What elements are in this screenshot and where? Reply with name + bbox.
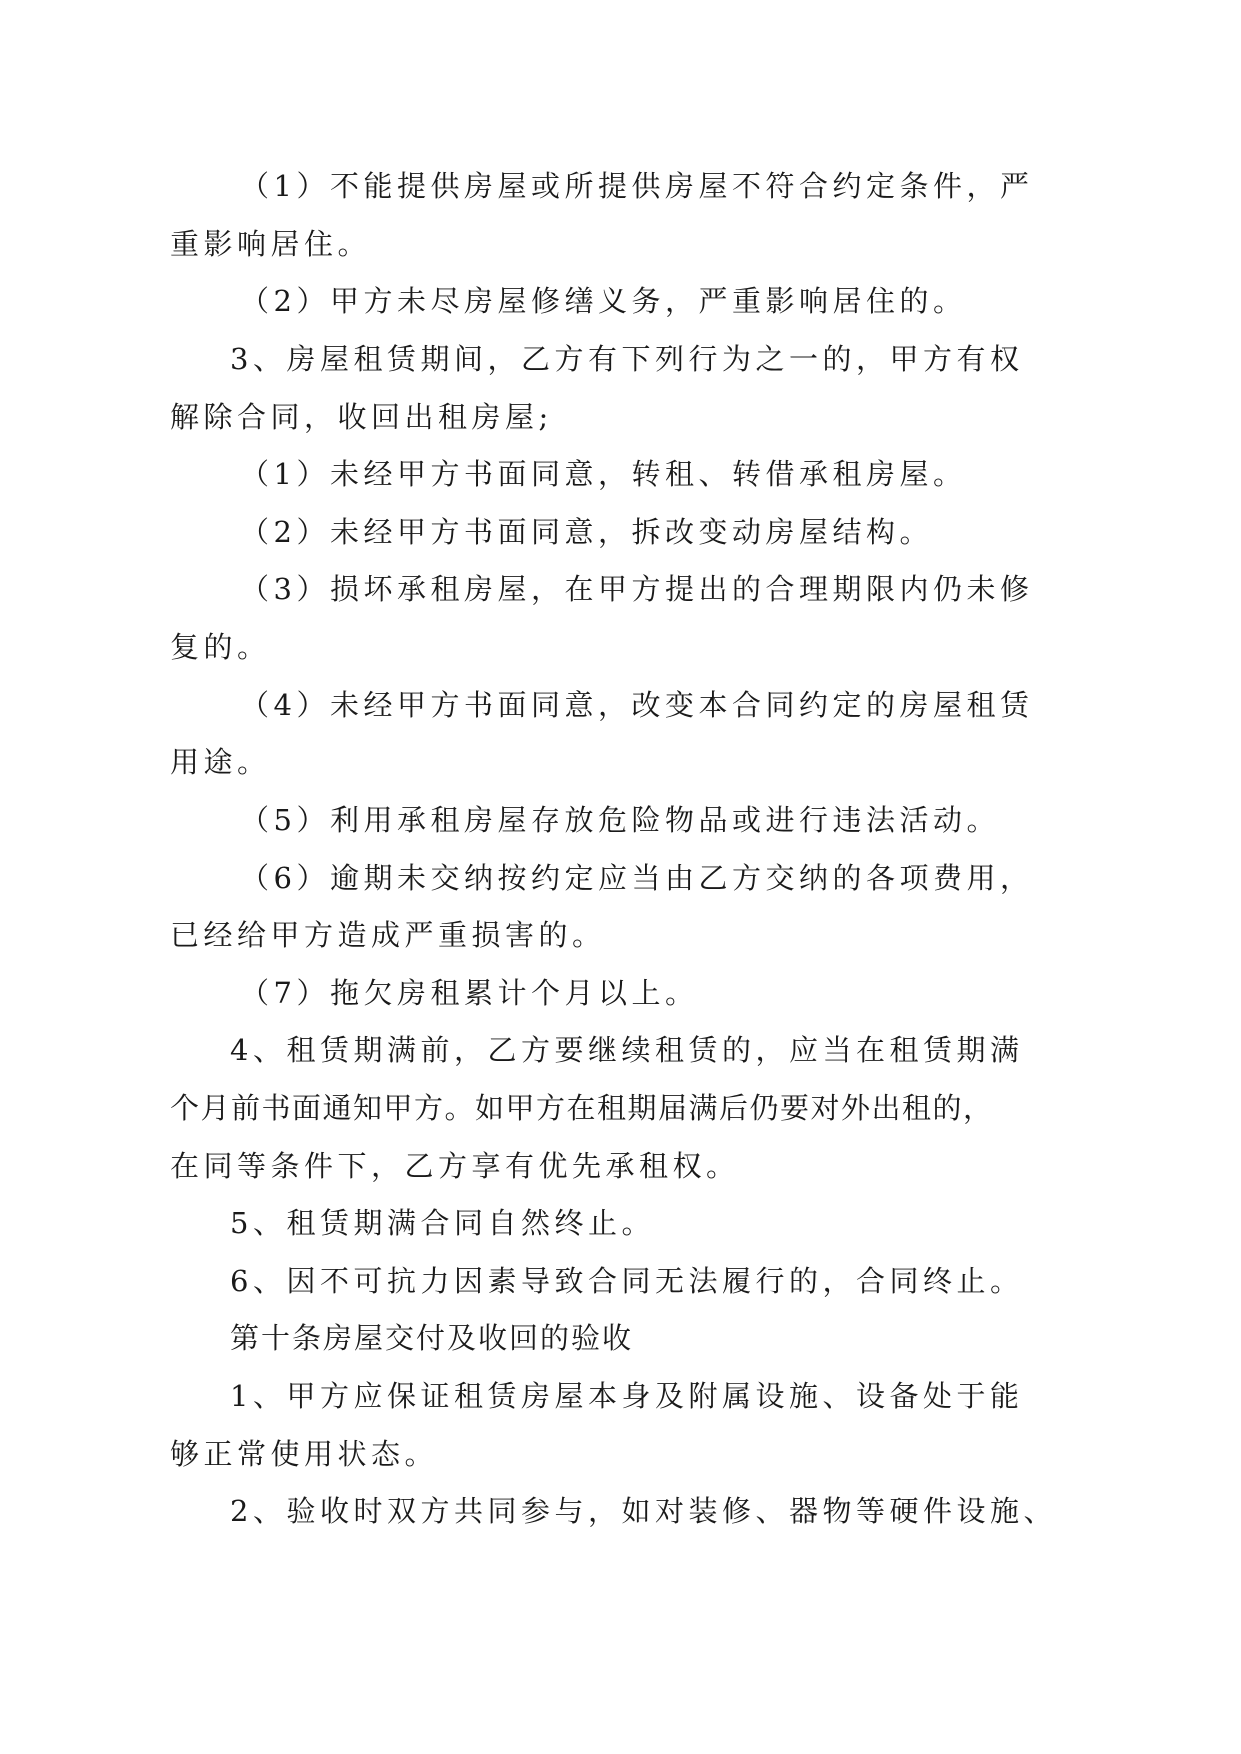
text-line: （2）未经甲方书面同意，拆改变动房屋结构。 xyxy=(240,515,933,549)
text-line: 1、甲方应保证租赁房屋本身及附属设施、设备处于能 xyxy=(230,1379,1024,1413)
text-line: 在同等条件下，乙方享有优先承租权。 xyxy=(170,1149,740,1183)
text-line: （2）甲方未尽房屋修缮义务，严重影响居住的。 xyxy=(240,284,967,318)
text-line: 3、房屋租赁期间，乙方有下列行为之一的，甲方有权 xyxy=(230,342,1024,376)
text-line: （6）逾期未交纳按约定应当由乙方交纳的各项费用， xyxy=(240,861,1034,895)
text-line: 够正常使用状态。 xyxy=(170,1437,439,1471)
text-line: 用途。 xyxy=(170,745,271,779)
text-line: （7）拖欠房租累计个月以上。 xyxy=(240,976,699,1010)
text-line: 已经给甲方造成严重损害的。 xyxy=(170,918,606,952)
text-line: （1）未经甲方书面同意，转租、转借承租房屋。 xyxy=(240,457,967,491)
text-line: （3）损坏承租房屋，在甲方提出的合理期限内仍未修 xyxy=(240,572,1034,606)
text-line: （5）利用承租房屋存放危险物品或进行违法活动。 xyxy=(240,803,1000,837)
text-line: （4）未经甲方书面同意，改变本合同约定的房屋租赁 xyxy=(240,688,1034,722)
text-line: 4、租赁期满前，乙方要继续租赁的，应当在租赁期满 xyxy=(230,1033,1024,1067)
text-line: 复的。 xyxy=(170,630,271,664)
text-line: 5、租赁期满合同自然终止。 xyxy=(230,1206,655,1240)
text-line: 2、验收时双方共同参与，如对装修、器物等硬件设施、 xyxy=(230,1494,1057,1528)
text-line: 重影响居住。 xyxy=(170,227,372,261)
text-line: 个月前书面通知甲方。如甲方在租期届满后仍要对外出租的， xyxy=(170,1091,994,1125)
section-heading: 第十条房屋交付及收回的验收 xyxy=(230,1321,634,1355)
text-line: 解除合同，收回出租房屋; xyxy=(170,400,553,434)
text-line: （1）不能提供房屋或所提供房屋不符合约定条件，严 xyxy=(240,169,1034,203)
text-line: 6、因不可抗力因素导致合同无法履行的，合同终止。 xyxy=(230,1264,1024,1298)
